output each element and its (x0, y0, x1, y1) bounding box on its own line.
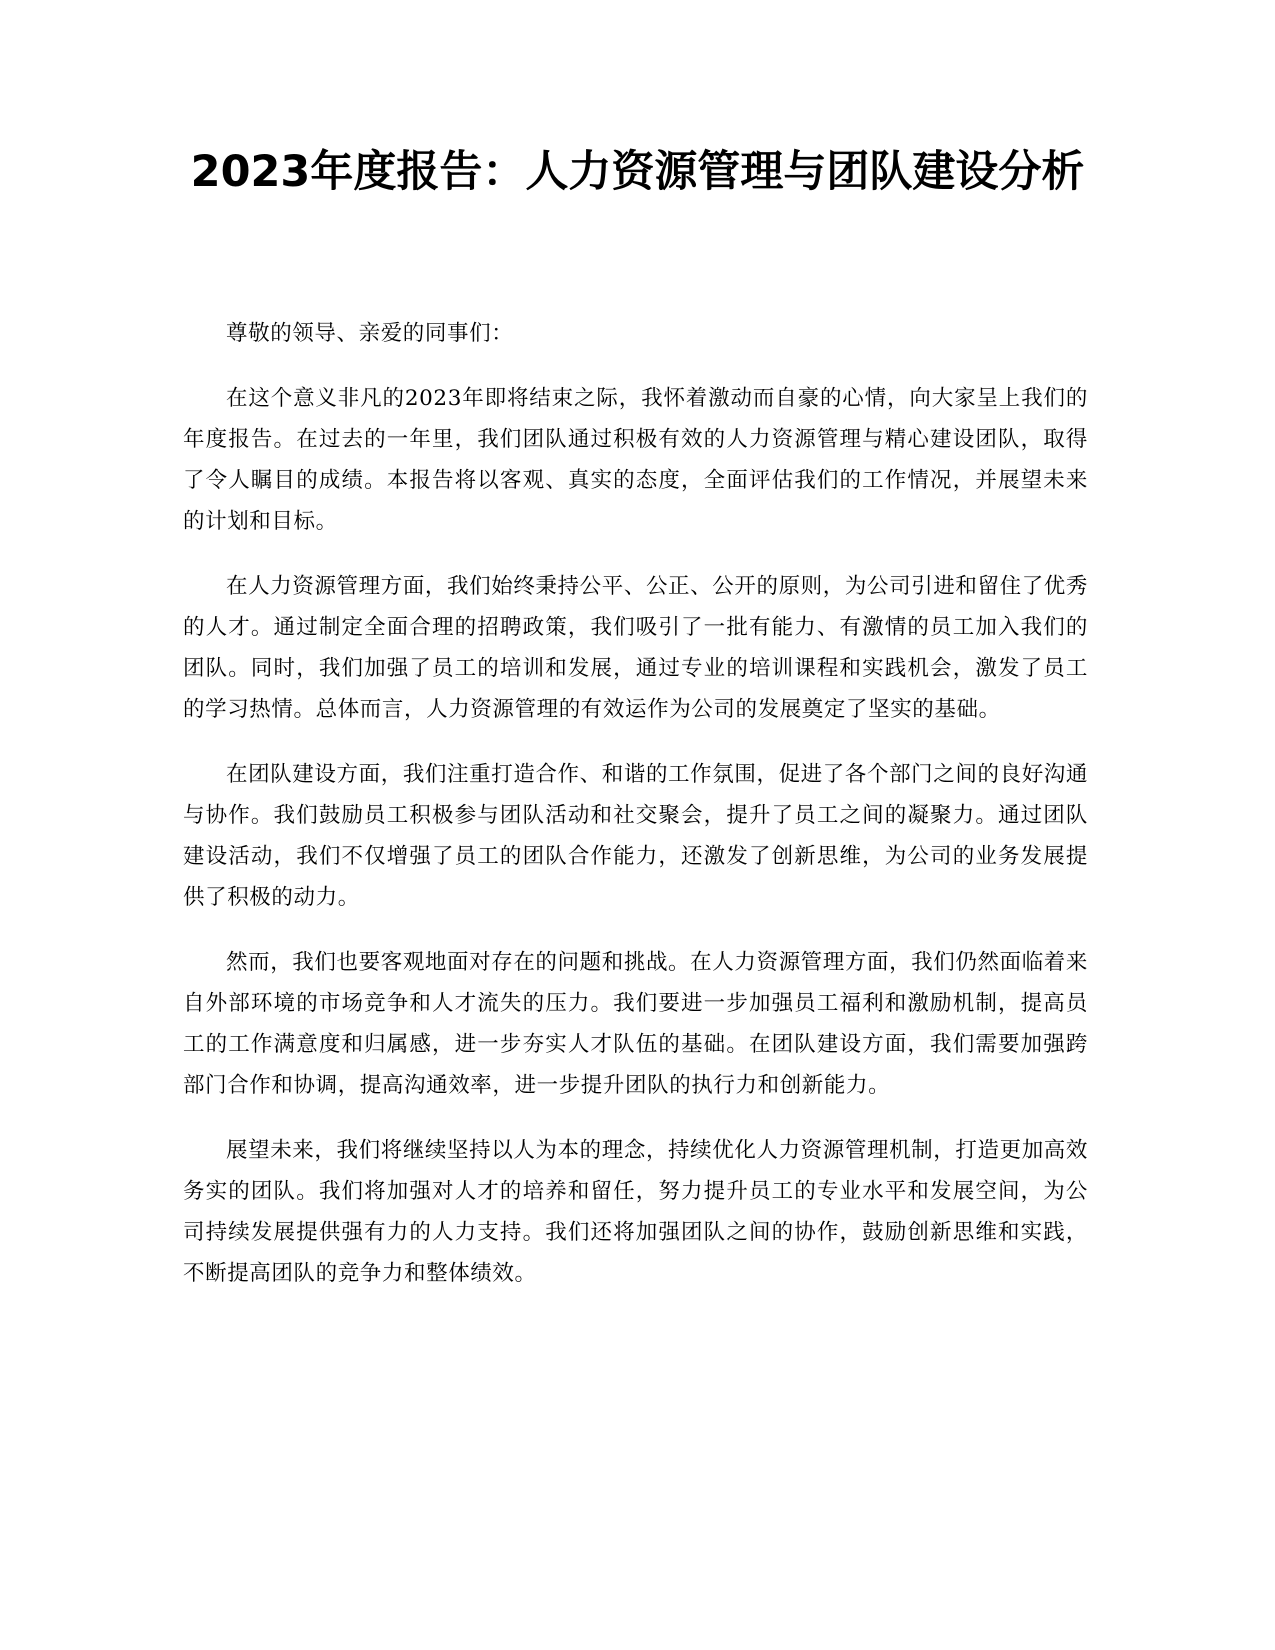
paragraph-outlook: 展望未来，我们将继续坚持以人为本的理念，持续优化人力资源管理机制，打造更加高效务实的团队。我们将加强对人才的培养和留任，努力提升员工的专业水平和发展空间，为公司持续发展提供强有力的人力支持。我们还将加强团队之间的协作，鼓励创新思维和实践，不断提高团队的竞争力和整体绩效。 (183, 1138, 1088, 1286)
paragraph-challenges: 然而，我们也要客观地面对存在的问题和挑战。在人力资源管理方面，我们仍然面临着来自外部环境的市场竞争和人才流失的压力。我们要进一步加强员工福利和激励机制，提高员工的工作满意度和归属感，进一步夯实人才队伍的基础。在团队建设方面，我们需要加强跨部门合作和协调，提高沟通效率，进一步提升团队的执行力和创新能力。 (183, 950, 1088, 1098)
document-body (183, 313, 1088, 1318)
paragraph-intro: 在这个意义非凡的2023年即将结束之际，我怀着激动而自豪的心情，向大家呈上我们的年度报告。在过去的一年里，我们团队通过积极有效的人力资源管理与精心建设团队，取得了令人瞩目的成绩。本报告将以客观、真实的态度，全面评估我们的工作情况，并展望未来的计划和目标。 (183, 386, 1088, 534)
salutation: 尊敬的领导、亲爱的同事们： (226, 321, 514, 346)
document-title: 2023年度报告：人力资源管理与团队建设分析 (190, 147, 1085, 197)
paragraph-team-building: 在团队建设方面，我们注重打造合作、和谐的工作氛围，促进了各个部门之间的良好沟通与协作。我们鼓励员工积极参与团队活动和社交聚会，提升了员工之间的凝聚力。通过团队建设活动，我们不仅增强了员工的团队合作能力，还激发了创新思维，为公司的业务发展提供了积极的动力。 (183, 762, 1088, 910)
paragraph-hr-management: 在人力资源管理方面，我们始终秉持公平、公正、公开的原则，为公司引进和留住了优秀的人才。通过制定全面合理的招聘政策，我们吸引了一批有能力、有激情的员工加入我们的团队。同时，我们加强了员工的培训和发展，通过专业的培训课程和实践机会，激发了员工的学习热情。总体而言，人力资源管理的有效运作为公司的发展奠定了坚实的基础。 (183, 574, 1088, 722)
